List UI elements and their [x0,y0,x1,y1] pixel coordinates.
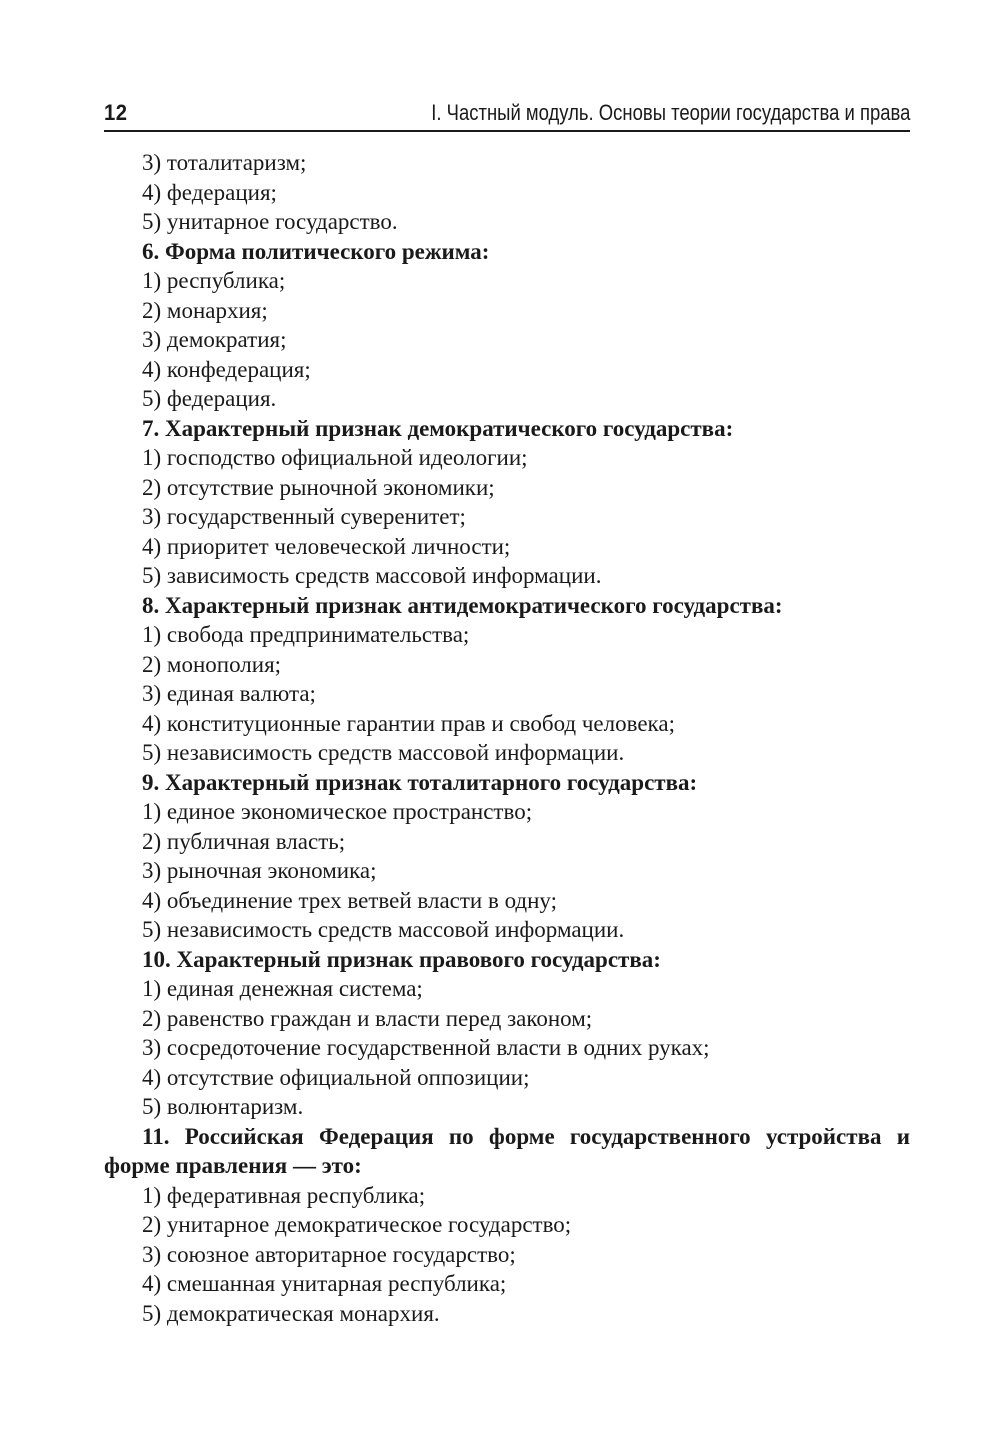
answer-option: 2) монополия; [142,651,282,677]
answer-option: 1) свобода предпринимательства; [142,622,470,647]
answer-option: 1) республика; [142,268,286,293]
answer-option: 4) смешанная унитарная республика; [142,1271,507,1296]
question-title: 10. Характерный признак правового государства: [142,946,661,972]
question-title: 7. Характерный признак демократического государства: [142,415,734,441]
answer-option: 5) унитарное государство. [142,209,398,234]
answer-option: 4) отсутствие официальной оппозиции; [142,1064,530,1090]
question-title: 11. Российская Федерация по форме государственного устройства и форме правления — это: [104,1123,910,1178]
running-title: I. Частный модуль. Основы теории государства и права [430,100,910,125]
answer-option: 2) публичная власть; [142,828,346,854]
answer-option: 5) независимость средств массовой информации. [142,917,625,942]
answer-option: 2) равенство граждан и власти перед законом; [142,1005,593,1031]
answer-option: 4) объединение трех ветвей власти в одну; [142,887,558,913]
answer-option: 3) государственный суверенитет; [142,504,466,529]
question-title: 6. Форма политического режима: [142,238,490,264]
answer-option: 5) волюнтаризм. [142,1094,304,1119]
answer-option: 5) демократическая монархия. [142,1300,440,1326]
page-number: 12 [104,100,128,125]
answer-option: 4) конституционные гарантии прав и свобод человека; [142,710,675,736]
answer-option: 2) монархия; [142,297,268,323]
answer-option: 3) единая валюта; [142,681,316,706]
answer-option: 1) федеративная республика; [142,1182,426,1208]
answer-option: 1) господство официальной идеологии; [142,445,528,470]
answer-option: 4) приоритет человеческой личности; [142,533,511,559]
answer-option: 1) единая денежная система; [142,976,423,1001]
page-body [104,148,910,1328]
answer-option: 3) тоталитаризм; [142,150,307,175]
answer-option: 5) зависимость средств массовой информации. [142,563,602,588]
answer-option: 3) союзное авторитарное государство; [142,1241,516,1267]
answer-option: 4) федерация; [142,179,277,205]
answer-option: 3) демократия; [142,327,287,352]
answer-option: 5) независимость средств массовой информации. [142,740,625,765]
answer-option: 3) рыночная экономика; [142,858,377,883]
running-header [104,96,910,132]
answer-option: 1) единое экономическое пространство; [142,799,533,824]
answer-option: 2) отсутствие рыночной экономики; [142,474,495,500]
answer-option: 2) унитарное демократическое государство; [142,1212,572,1237]
answer-option: 3) сосредоточение государственной власти в одних руках; [142,1035,710,1060]
question-title: 9. Характерный признак тоталитарного государства: [142,769,698,795]
answer-option: 5) федерация. [142,386,277,411]
question-title: 8. Характерный признак антидемократического государства: [142,592,783,618]
answer-option: 4) конфедерация; [142,356,311,382]
